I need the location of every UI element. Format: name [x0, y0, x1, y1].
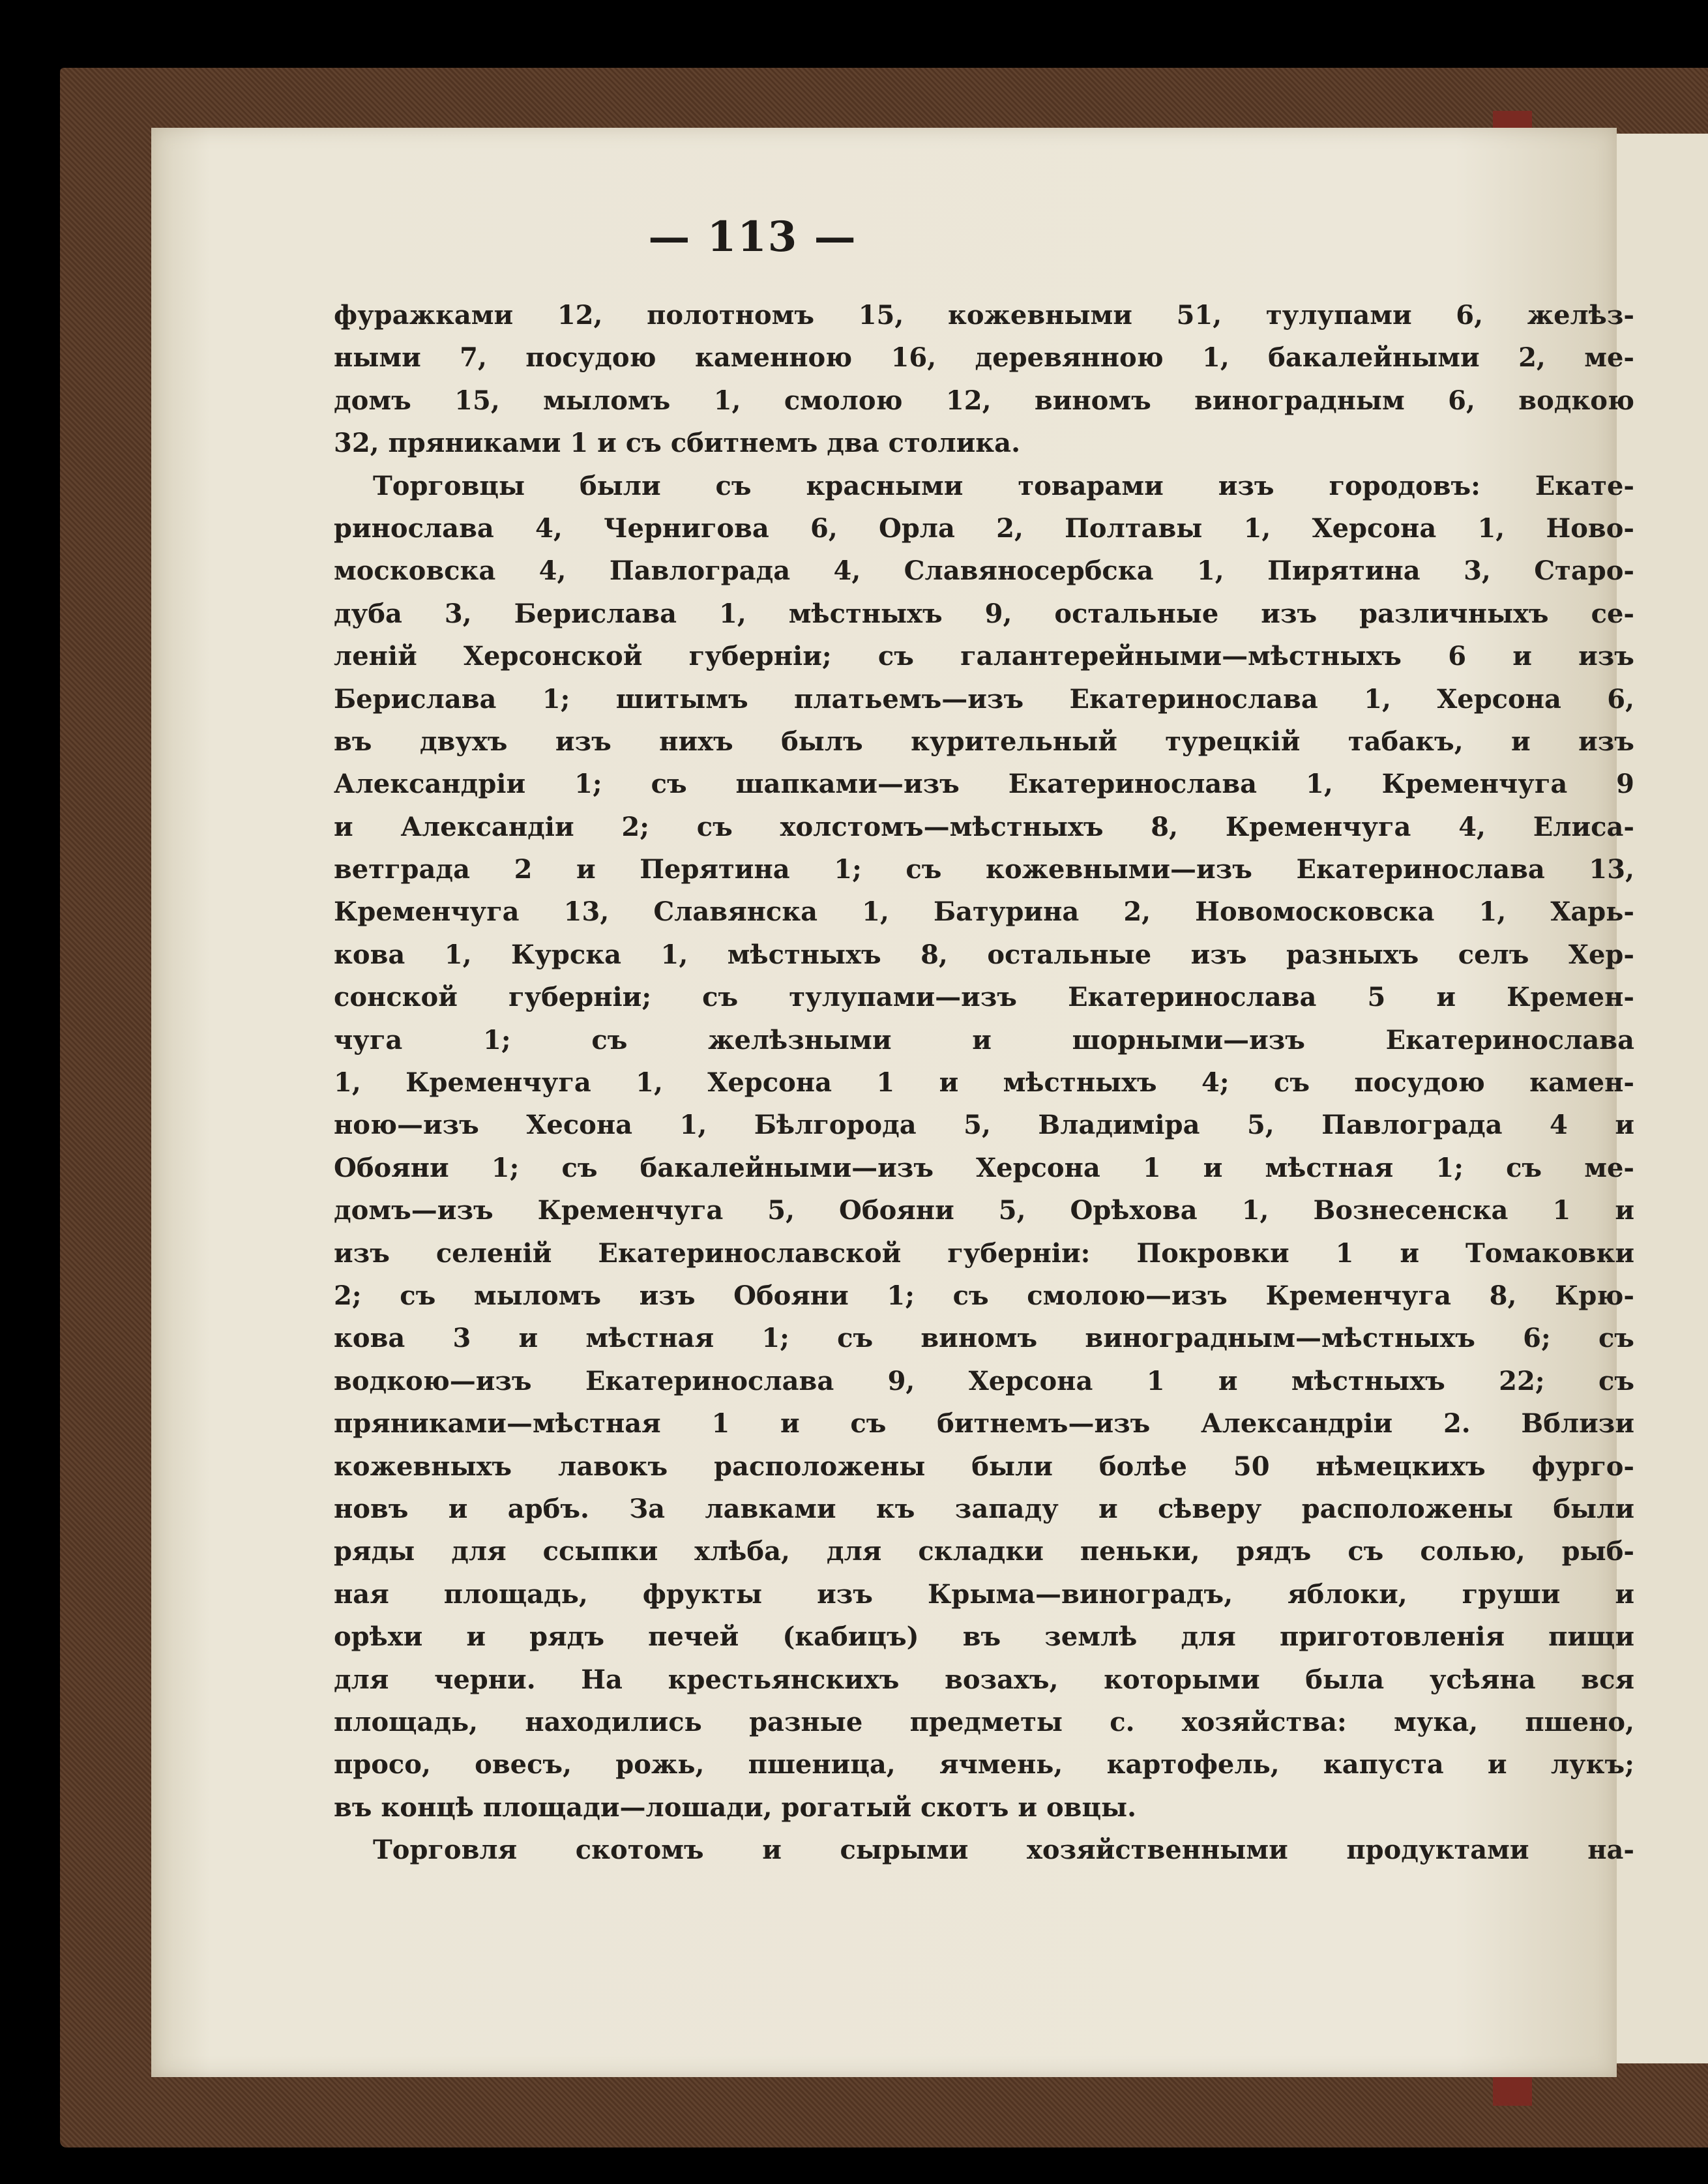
text-line: Берислава 1; шитымъ платьемъ—изъ Екатеринослава 1, Херсона 6,	[334, 683, 1634, 715]
text-line: леній Херсонской губерніи; съ галантерейными—мѣстныхъ 6 и изъ	[334, 641, 1634, 672]
text-line: домъ 15, мыломъ 1, смолою 12, виномъ виноградным 6, водкою	[334, 385, 1634, 416]
text-line: Торговцы были съ красными товарами изъ городовъ: Екате-	[373, 470, 1634, 501]
text-line: 32, пряниками 1 и съ сбитнемъ два столика.	[334, 428, 1021, 459]
book-page	[151, 128, 1634, 2077]
text-line: Кременчуга 13, Славянска 1, Батурина 2, Новомосковска 1, Харь-	[334, 896, 1634, 928]
text-line: фуражками 12, полотномъ 15, кожевными 51, тулупами 6, желѣз-	[334, 300, 1634, 331]
text-line: ряды для ссыпки хлѣба, для складки пеньки, рядъ съ солью, рыб-	[334, 1536, 1634, 1567]
page-number: — 113 —	[648, 213, 857, 261]
text-line: кова 3 и мѣстная 1; съ виномъ виноградным—мѣстныхъ 6; съ	[334, 1323, 1634, 1354]
text-line: кожевныхъ лавокъ расположены были болѣе 50 нѣмецкихъ фурго-	[334, 1451, 1634, 1482]
text-line: Обояни 1; съ бакалейными—изъ Херсона 1 и мѣстная 1; съ ме-	[334, 1152, 1634, 1183]
text-line: водкою—изъ Екатеринослава 9, Херсона 1 и мѣстныхъ 22; съ	[334, 1365, 1634, 1396]
text-line: площадь, находились разные предметы с. хозяйства: мука, пшено,	[334, 1706, 1634, 1737]
text-line: московска 4, Павлограда 4, Славяносербска 1, Пирятина 3, Старо-	[334, 555, 1634, 587]
page-body-text	[334, 294, 1634, 1871]
text-line: ринослава 4, Чернигова 6, Орла 2, Полтавы 1, Херсона 1, Ново-	[334, 512, 1634, 544]
text-line: Александріи 1; съ шапками—изъ Екатеринослава 1, Кременчуга 9	[334, 769, 1634, 800]
text-line: орѣхи и рядъ печей (кабицъ) въ землѣ для приготовленія пищи	[334, 1621, 1634, 1653]
text-line: изъ селеній Екатеринославской губерніи: Покровки 1 и Томаковки	[334, 1237, 1634, 1269]
text-line: въ концѣ площади—лошади, рогатый скотъ и овцы.	[334, 1792, 1137, 1823]
text-line: ною—изъ Хесона 1, Бѣлгорода 5, Владиміра 5, Павлограда 4 и	[334, 1110, 1634, 1141]
text-line: чуга 1; съ желѣзными и шорными—изъ Екатеринослава	[334, 1024, 1634, 1055]
text-line: дуба 3, Берислава 1, мѣстныхъ 9, остальные изъ различныхъ се-	[334, 598, 1634, 629]
text-line: въ двухъ изъ нихъ былъ курительный турецкій табакъ, и изъ	[334, 726, 1634, 757]
text-line: 1, Кременчуга 1, Херсона 1 и мѣстныхъ 4; съ посудою камен-	[334, 1067, 1634, 1099]
text-line: для черни. На крестьянскихъ возахъ, которыми была усѣяна вся	[334, 1664, 1634, 1695]
text-line: сонской губерніи; съ тулупами—изъ Екатеринослава 5 и Кремен-	[334, 982, 1634, 1013]
text-line: домъ—изъ Кременчуга 5, Обояни 5, Орѣхова 1, Вознесенска 1 и	[334, 1195, 1634, 1226]
text-line: 2; съ мыломъ изъ Обояни 1; съ смолою—изъ Кременчуга 8, Крю-	[334, 1280, 1634, 1311]
text-line: и Александіи 2; съ холстомъ—мѣстныхъ 8, Кременчуга 4, Елиса-	[334, 811, 1634, 842]
text-line: ная площадь, фрукты изъ Крыма—виноградъ, яблоки, груши и	[334, 1578, 1634, 1610]
text-line: новъ и арбъ. За лавками къ западу и сѣверу расположены были	[334, 1493, 1634, 1524]
text-line: ными 7, посудою каменною 16, деревянною 1, бакалейными 2, ме-	[334, 342, 1634, 374]
text-line: пряниками—мѣстная 1 и съ битнемъ—изъ Александріи 2. Вблизи	[334, 1408, 1634, 1439]
text-line: Торговля скотомъ и сырыми хозяйственными продуктами на-	[373, 1835, 1634, 1866]
text-line: кова 1, Курска 1, мѣстныхъ 8, остальные изъ разныхъ селъ Хер-	[334, 939, 1634, 970]
text-line: ветграда 2 и Перятина 1; съ кожевными—изъ Екатеринослава 13,	[334, 854, 1634, 885]
text-line: просо, овесъ, рожь, пшеница, ячмень, картофель, капуста и лукъ;	[334, 1749, 1634, 1780]
